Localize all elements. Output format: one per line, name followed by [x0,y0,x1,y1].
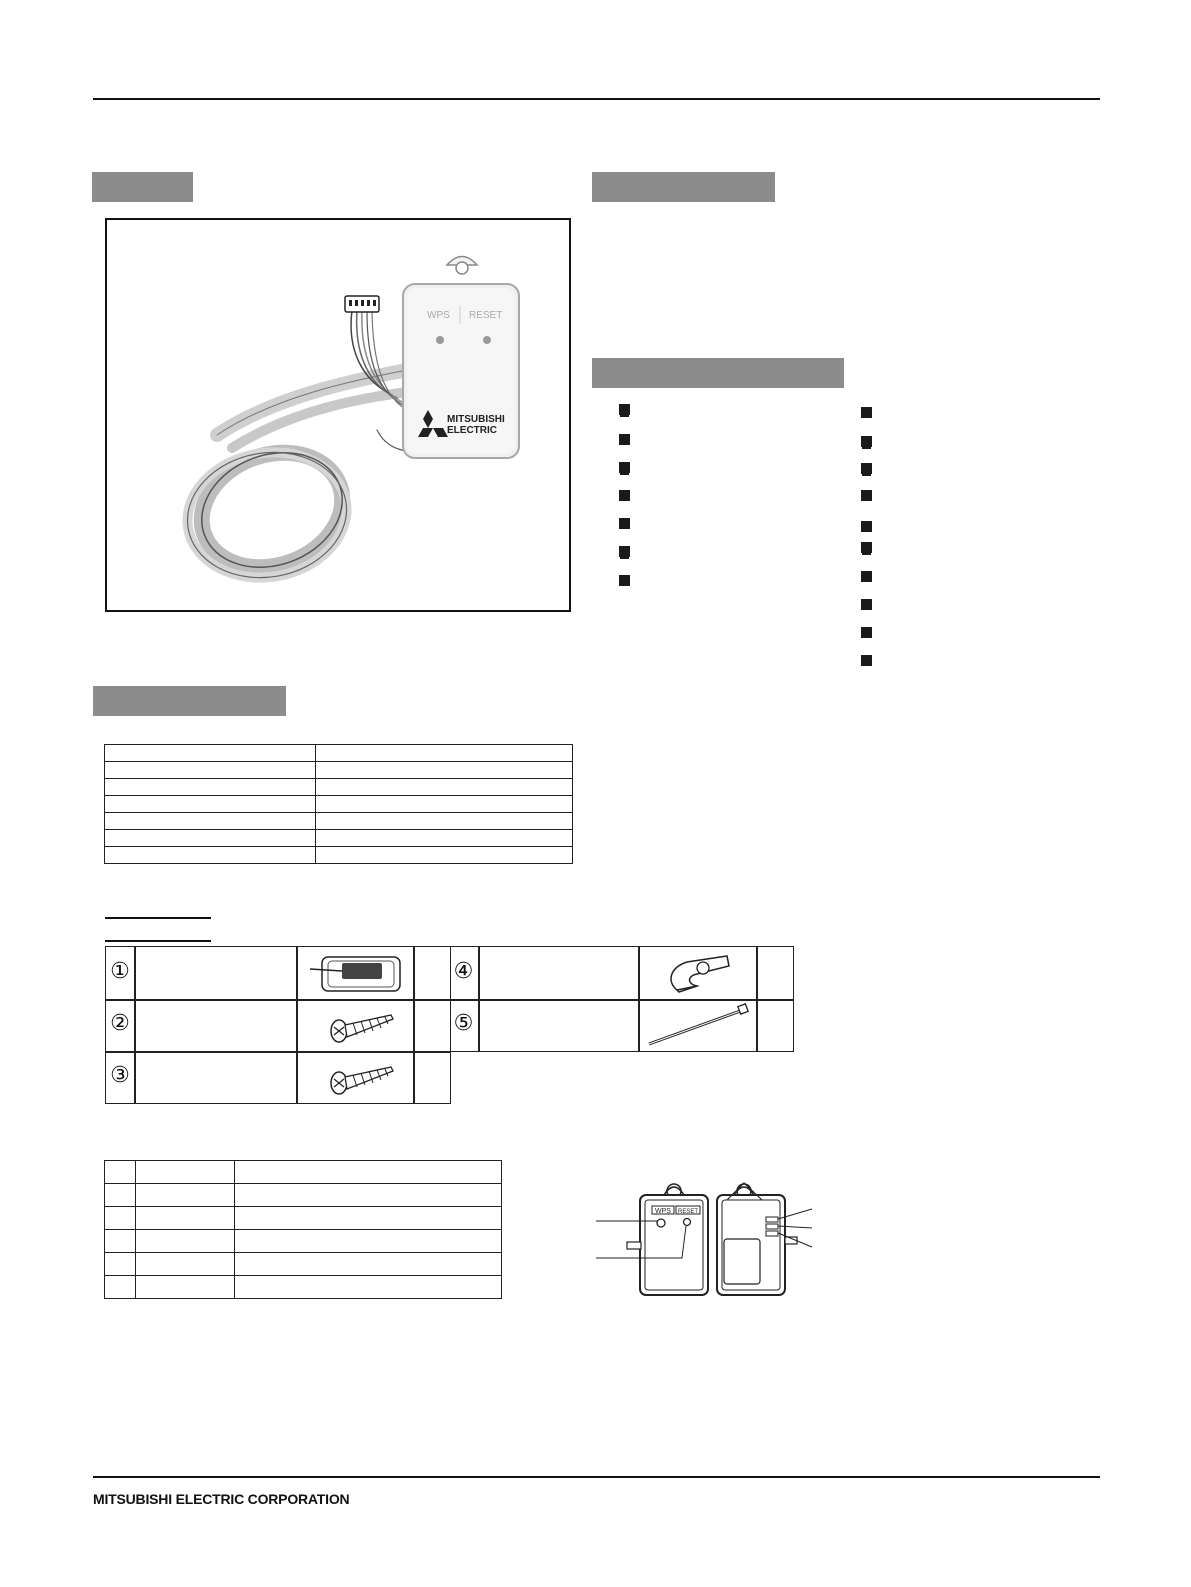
feature-bullet [619,575,630,586]
photo-logo-line1: MITSUBISHI [447,414,505,425]
feature-bullet [861,571,872,582]
feature-bullet [861,599,872,610]
table-row [105,779,573,796]
feature-bullet [861,463,872,474]
table-row [105,1276,502,1299]
footer-company-name: MITSUBISHI ELECTRIC CORPORATION [93,1491,350,1507]
header-rule [93,98,1100,100]
device-front-back-diagram [590,1175,820,1305]
diagram-wps-label: WPS [655,1208,671,1215]
feature-bullet [619,434,630,445]
photo-wps-label: WPS [427,310,450,321]
table-row [105,830,573,847]
feature-bullet [619,518,630,529]
section-header-features [592,358,844,388]
parts-heading-underline [105,917,211,919]
part-number: ③ [110,1063,130,1088]
parts-heading-underline [105,940,211,942]
feature-bullet [619,404,630,415]
table-row [105,1161,502,1184]
photo-reset-label: RESET [469,310,503,321]
screw-icon [321,1057,401,1099]
part-number: ⑤ [453,1011,474,1036]
table-row [105,1184,502,1207]
battery-pack-icon [306,951,406,995]
table-row [105,745,573,762]
screw-icon [321,1005,401,1047]
cable-clamp-icon [657,950,747,996]
led-table [104,1160,502,1299]
feature-bullet [861,627,872,638]
table-row [105,1253,502,1276]
feature-bullet [861,436,872,447]
wifi-interface-photo [107,220,569,610]
feature-bullet [861,655,872,666]
table-row [105,813,573,830]
feature-bullet [619,490,630,501]
specification-table [104,744,573,864]
feature-bullet [861,407,872,418]
table-row [105,847,573,864]
feature-bullet [861,542,872,553]
part-number: ④ [453,959,474,984]
parts-table-left [105,946,451,1104]
footer-rule [93,1476,1100,1478]
table-row [105,796,573,813]
section-header-product-image [92,172,193,202]
feature-bullet [619,462,630,473]
cable-tie-icon [643,1002,755,1048]
feature-bullet [619,546,630,557]
diagram-reset-label: RESET [677,1209,699,1215]
table-row [105,1230,502,1253]
part-number: ② [110,1011,130,1036]
feature-bullet [861,490,872,501]
table-row [105,1207,502,1230]
parts-table-right [449,946,794,1052]
photo-logo-line2: ELECTRIC [447,425,497,436]
section-header-overview [592,172,775,202]
product-photo-frame [105,218,571,612]
table-row [105,762,573,779]
feature-bullet [861,521,872,532]
part-number: ① [110,959,130,984]
section-header-specifications [93,686,286,716]
